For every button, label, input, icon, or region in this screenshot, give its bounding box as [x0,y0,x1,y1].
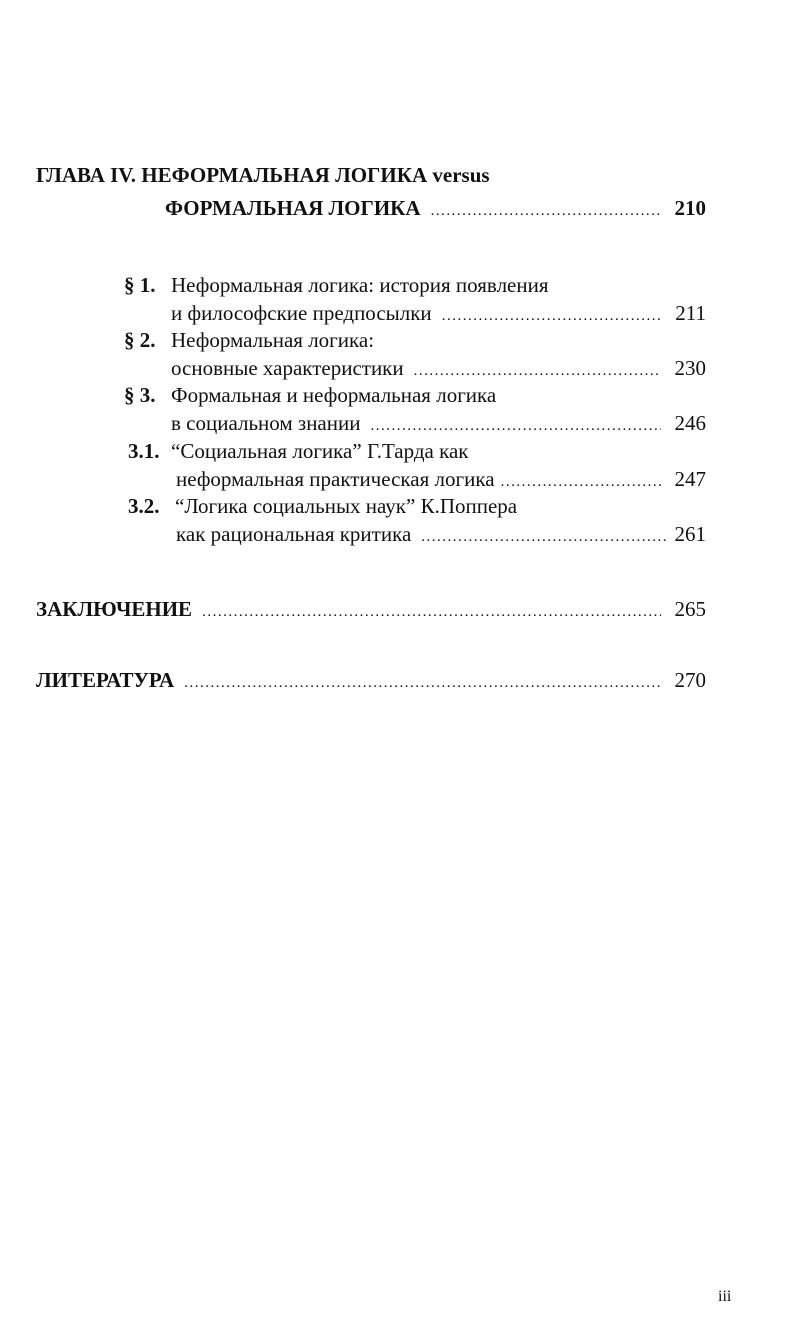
subsection-page-number: 247 [674,467,706,491]
subsection-title-cont: неформальная практическая логика [176,467,495,491]
subsection-3-2-line1[interactable] [128,491,718,521]
section-1-line1[interactable] [124,270,714,300]
section-2-line2[interactable] [171,353,706,383]
leader-dots [431,196,661,226]
leader-dots [421,522,668,552]
chapter-title-text: ГЛАВА IV. НЕФОРМАЛЬНАЯ ЛОГИКА versus [36,163,490,187]
subsection-number: 3.2. [128,494,160,518]
section-number: § 2. [124,328,156,352]
subsection-title: “Логика социальных наук” К.Поппера [175,494,518,518]
chapter-title-line1 [36,160,716,190]
section-3-line2[interactable] [171,408,706,438]
section-title: Формальная и неформальная логика [171,383,497,407]
literature-page-number: 270 [674,668,706,692]
subsection-3-1-line2[interactable] [176,464,706,494]
section-number: § 1. [124,273,156,297]
section-page-number: 230 [674,356,706,380]
subsection-3-1-line1[interactable] [128,436,718,466]
section-page-number: 246 [674,411,706,435]
section-1-line2[interactable] [171,298,706,328]
leader-dots [202,597,660,627]
section-3-line1[interactable] [124,380,714,410]
section-title: Неформальная логика: история появления [171,273,549,297]
leader-dots [184,668,660,698]
literature-title: ЛИТЕРАТУРА [36,668,175,692]
section-title: Неформальная логика: [171,328,375,352]
section-page-number: 211 [675,301,706,325]
section-title-cont: основные характеристики [171,356,404,380]
literature-entry[interactable] [36,665,706,695]
subsection-page-number: 261 [674,522,706,546]
conclusion-entry[interactable] [36,594,706,624]
subsection-title-cont: как рациональная критика [176,522,412,546]
subsection-number: 3.1. [128,439,160,463]
chapter-title-line2[interactable] [165,193,706,223]
section-2-line1[interactable] [124,325,714,355]
subsection-3-2-line2[interactable] [176,519,706,549]
section-title-cont: в социальном знании [171,411,361,435]
section-title-cont: и философские предпосылки [171,301,432,325]
section-number: § 3. [124,383,156,407]
conclusion-page-number: 265 [674,597,706,621]
chapter-page-number: 210 [674,196,706,220]
chapter-subtitle-text: ФОРМАЛЬНАЯ ЛОГИКА [165,196,421,220]
footer-page-number: iii [718,1288,732,1305]
conclusion-title: ЗАКЛЮЧЕНИЕ [36,597,193,621]
subsection-title: “Социальная логика” Г.Тарда как [171,439,469,463]
